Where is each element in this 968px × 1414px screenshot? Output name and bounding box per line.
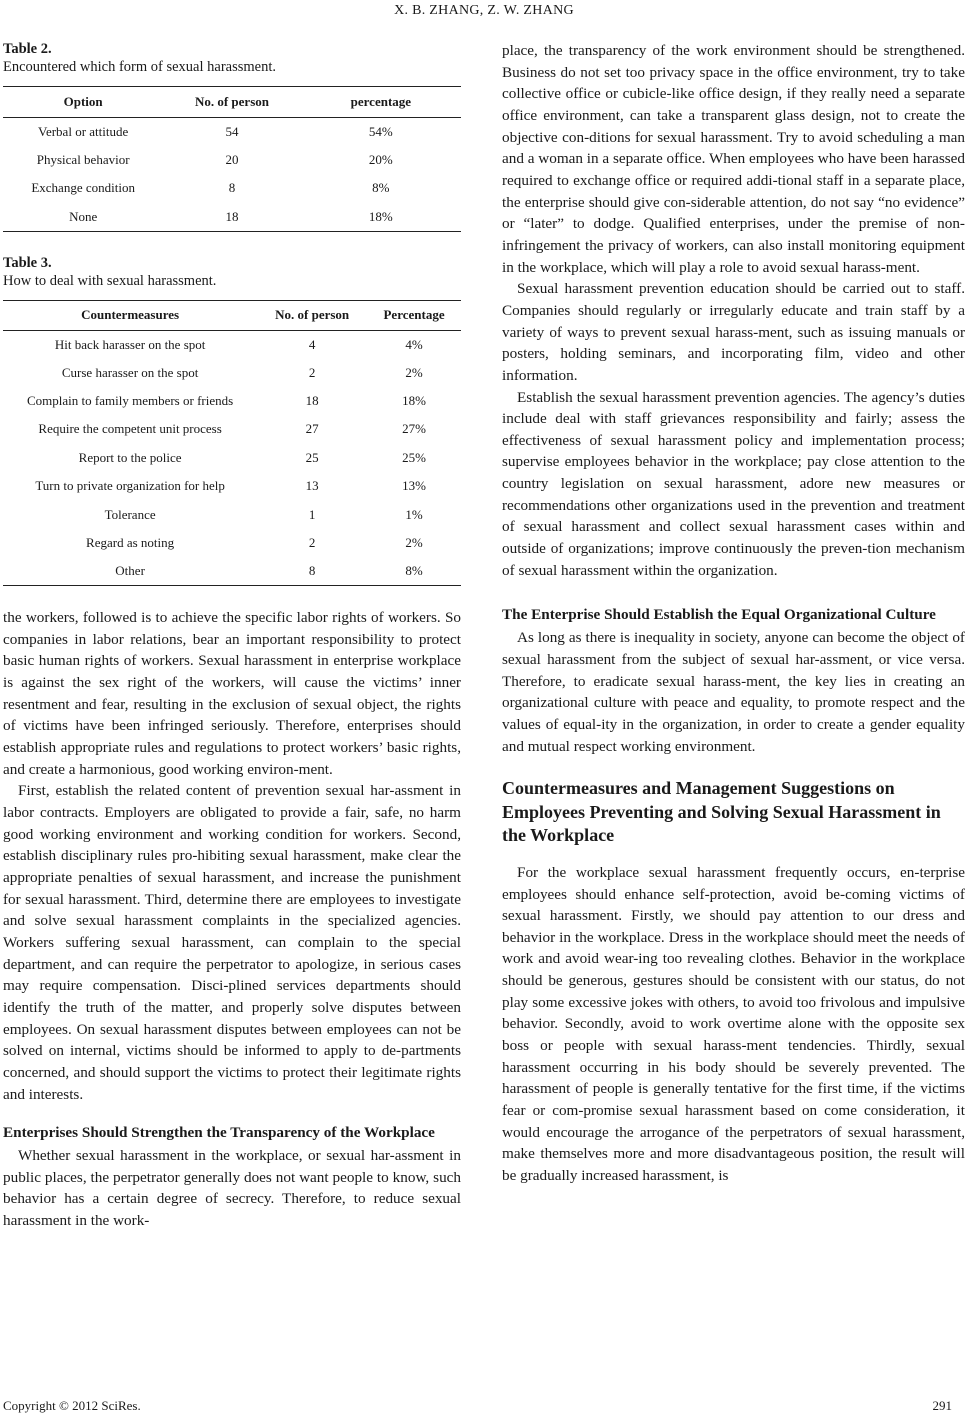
table-cell: Other — [115, 563, 145, 579]
table-cell: Hit back harasser on the spot — [54, 336, 206, 352]
section-heading: Countermeasures and Management Suggestions on Employees Preventing and Solving Sexual Harassment in the Workplace — [502, 778, 941, 846]
table-row — [3, 330, 461, 358]
table-cell: 18% — [368, 208, 393, 224]
page-number: 291 — [932, 1398, 952, 1413]
footer-copyright: Copyright © 2012 SciRes. — [3, 1398, 141, 1413]
table3-header-row — [3, 300, 461, 330]
body-paragraph: First, establish the related content of prevention sexual har-assment in labor contracts. Employers are obligated to provide a fair, safe, no harm good working environment and working condition for workers. Second, establish disciplinary rules pro-hibiting sexual harassment, make clear the appropriate penalties of sexual harassment, and increase the punishment for sexual harassment. Third, determine there are employees to investigate and solve sexual harassment complaints in the specialized agencies. Workers suffering sexual harassment, can complain to the special department, and can require the perpetrator to apologize, in serious cases may require compensation. Disci-plined services departments should identify the truth of the matter, and properly solve disputes between employees. On sexual harassment disputes between employees can not be solved on internal, victims should be informed to apply to de-partments concerned, and should support the victims to protect their legitimate rights and interests. — [3, 782, 461, 1103]
table2-title: Table 2. — [3, 41, 52, 57]
table-cell: Physical behavior — [36, 152, 130, 168]
table3-title: Table 3. — [3, 254, 52, 271]
table-cell: 20% — [368, 152, 393, 168]
body-paragraph: the workers, followed is to achieve the specific labor rights of workers. So companies in labor relations, bear an important responsibility to protect basic human rights of workers. Sexual harassment in enterprise workplace is against the sex right of the workers, will cause the victims’ inner resentment and fear, resulting in the exclusion of sexual object, the rights of victims have been infringed seriously. Therefore, enterprises should establish appropriate rules and regulations to protect workers’ basic rights, and create a harmonious, good working environ-ment. — [3, 609, 461, 778]
table-cell: 54% — [368, 123, 393, 139]
table-row — [3, 358, 461, 386]
table-row — [3, 387, 461, 415]
table3-header-count: No. of person — [257, 300, 367, 330]
table2 — [3, 86, 461, 232]
table-cell: 54 — [225, 123, 239, 139]
subsection-heading: Enterprises Should Strengthen the Transparency of the Workplace — [3, 1124, 435, 1142]
table-cell: Tolerance — [104, 506, 156, 522]
body-paragraph: Whether sexual harassment in the workplace, or sexual har-assment in public places, the perpetrator generally does not want people to know, such behavior has a certain degree of secrecy. Therefore, to reduce sexual harassment in the work- — [3, 1147, 461, 1230]
table2-caption: Encountered which form of sexual harassment. — [3, 59, 276, 75]
table-cell: Curse harasser on the spot — [61, 364, 199, 380]
table-cell: 27% — [402, 421, 426, 437]
table3-header-percentage: Percentage — [367, 300, 461, 330]
table-cell: Regard as noting — [86, 534, 175, 550]
table-row — [3, 529, 461, 557]
table-cell: 4% — [405, 336, 423, 352]
table-cell: 1 — [308, 506, 316, 522]
right-column — [502, 40, 965, 1187]
subsection-heading: The Enterprise Should Establish the Equal Organizational Culture — [502, 606, 936, 624]
table-row — [3, 146, 461, 174]
table-cell: 25% — [402, 449, 426, 465]
table2-header-row — [3, 87, 461, 118]
table-cell: 8 — [308, 563, 316, 579]
table-cell: None — [69, 208, 98, 224]
table-cell: Turn to private organization for help — [35, 478, 225, 494]
table-row — [3, 118, 461, 146]
table3-caption: How to deal with sexual harassment. — [3, 272, 217, 289]
table-cell: 2 — [308, 364, 316, 380]
table-cell: Report to the police — [78, 449, 182, 465]
left-column — [3, 40, 461, 1232]
table-cell: Complain to family members or friends — [27, 393, 234, 409]
table-cell: Exchange condition — [31, 180, 135, 196]
table-cell: 18 — [225, 208, 239, 224]
table2-header-option: Option — [3, 87, 163, 118]
body-paragraph: Sexual harassment prevention education should be carried out to staff. Companies should regularly or irregularly educate and train staff by a variety of ways to prevent sexual harass-ment, such as issuing manuals or posters, holding seminars, and incorporating film, video and other information. — [502, 280, 965, 384]
table-cell: 13 — [305, 478, 319, 494]
table-cell: 1% — [405, 506, 423, 522]
table-cell: 20 — [225, 152, 239, 168]
table-cell: 25 — [305, 449, 319, 465]
table-row — [3, 415, 461, 443]
table-row — [3, 174, 461, 202]
body-paragraph: For the workplace sexual harassment frequently occurs, en-terprise employees should enhance self-protection, avoid be-coming victims of sexual harassment. Firstly, we should pay attention to our dress and behavior in the workplace. Dress in the workplace should meet the needs of work and avoid wear-ing too revealing clothes. Behavior in the workplace should be generous, gestures should be consistent with our status, do not play some excessive jokes with others, to avoid too frivolous and impulsive behavior. Secondly, avoid to work overtime alone with the opposite sex boss or people with sexual harass-ment tendencies. Thirdly, sexual harassment occurring in his body should be severely prevented. The harassment of people is generally tentative for the first time, if the victims fear or com-promise sexual harassment based on come consideration, it would encourage the arrogance of the perpetrators of sexual harassment, make themselves more and more disadvantageous position, the result will be gradually increased harassment, is — [502, 863, 965, 1185]
table-cell: 18 — [305, 393, 319, 409]
table-cell: 13% — [402, 478, 426, 494]
table-row — [3, 472, 461, 500]
table-row — [3, 203, 461, 231]
body-paragraph: Establish the sexual harassment prevention agencies. The agency’s duties include deal with staff grievances responsibility and fairly; assess the effectiveness of sexual harassment policy and implementation process; supervise employees behavior in the workplace; pay close attention to the country legislation on sexual harassment, adore new measures or recommendations other organizations used in the prevention and treatment of sexual harassment and collect sexual harassment cases within and outside of organizations; improve continuously the preven-tion mechanism of sexual harassment within the organization. — [502, 388, 965, 579]
table2-header-percentage: percentage — [301, 87, 461, 118]
table-cell: 18% — [402, 393, 426, 409]
table-cell: 8% — [405, 563, 423, 579]
body-paragraph: As long as there is inequality in society, anyone can become the object of sexual harassment from the subject of sexual har-assment, or vice versa. Therefore, to eradicate sexual harass-ment, the key lies in creating an organizational culture with peace and equality, to promote respect and the values of equal-ity in the organization, in order to create a gender equality and mutual respect working environment. — [502, 629, 965, 755]
table-row — [3, 500, 461, 528]
running-head: X. B. ZHANG, Z. W. ZHANG — [394, 3, 574, 18]
table-cell: 4 — [308, 336, 316, 352]
table-cell: Verbal or attitude — [38, 123, 129, 139]
table3-header-countermeasures: Countermeasures — [3, 300, 257, 330]
table-row — [3, 557, 461, 585]
table3 — [3, 300, 461, 587]
table-cell: 2% — [405, 364, 423, 380]
table-cell: 2% — [405, 534, 423, 550]
table-cell: Require the competent unit process — [38, 421, 222, 437]
body-paragraph: place, the transparency of the work environment should be strengthened. Business do not set too privacy space in the office environment, try to take collective office or cubicle-like office design, if they really need a separate office environment, can take a transparent glass design, not to create the objective con-ditions for sexual harassment. Try to avoid scheduling a man and a woman in a separate office. When employees who have been harassed required to exchange office or required addi-tional staff in a separate place, the enterprise should give con-siderable attention, do not say “no evidence” or “later” to dodge. Qualified enterprises, under the premise of non-infringement the privacy of workers, can also install monitoring equipment in the workplace, which will play a role to avoid sexual harass-ment. — [502, 42, 965, 276]
table-cell: 2 — [308, 534, 316, 550]
table-row — [3, 444, 461, 472]
table-cell: 8% — [372, 180, 390, 196]
table2-header-count: No. of person — [163, 87, 300, 118]
table-cell: 8 — [228, 180, 236, 196]
table-cell: 27 — [305, 421, 319, 437]
